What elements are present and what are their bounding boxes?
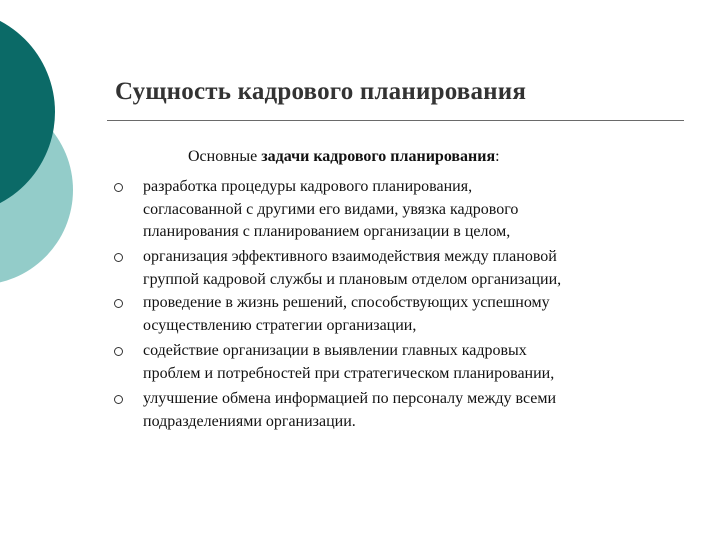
list-item-text	[143, 388, 688, 433]
list-item-text	[143, 292, 688, 337]
item-line: улучшение обмена информацией по персоналу между всеми	[143, 390, 557, 407]
item-line: осуществлению стратегии организации,	[143, 316, 417, 334]
hollow-circle-bullet-icon	[114, 299, 123, 308]
item-line: планирования с планированием организации в целом,	[143, 223, 511, 240]
hollow-circle-bullet-icon	[114, 347, 123, 356]
item-line: проведение в жизнь решений, способствующих успешному	[143, 294, 550, 311]
slide-title: Сущность кадрового планирования	[115, 78, 527, 105]
intro-prefix: Основные	[188, 148, 262, 165]
intro-emphasis: задачи кадрового планирования	[261, 148, 496, 165]
list-item-text	[143, 176, 688, 244]
hollow-circle-bullet-icon	[114, 183, 123, 192]
item-line: проблем и потребностей при стратегическом планировании,	[143, 364, 555, 382]
item-line: организация эффективного взаимодействия между плановой	[143, 248, 557, 265]
list-item-text	[143, 340, 688, 385]
list-item-text	[143, 246, 688, 291]
hollow-circle-bullet-icon	[114, 253, 123, 262]
item-line: согласованной с другими его видами, увязка кадрового	[143, 200, 519, 218]
hollow-circle-bullet-icon	[114, 395, 123, 404]
item-line: подразделениями организации.	[143, 412, 356, 430]
intro-line	[188, 148, 500, 166]
item-line: разработка процедуры кадрового планирования,	[143, 178, 473, 195]
decorative-circles	[0, 0, 120, 320]
item-line: содействие организации в выявлении главных кадровых	[143, 342, 527, 359]
item-line: группой кадровой службы и плановым отделом организации,	[143, 270, 562, 288]
intro-suffix: :	[495, 148, 500, 165]
title-divider	[107, 120, 684, 121]
